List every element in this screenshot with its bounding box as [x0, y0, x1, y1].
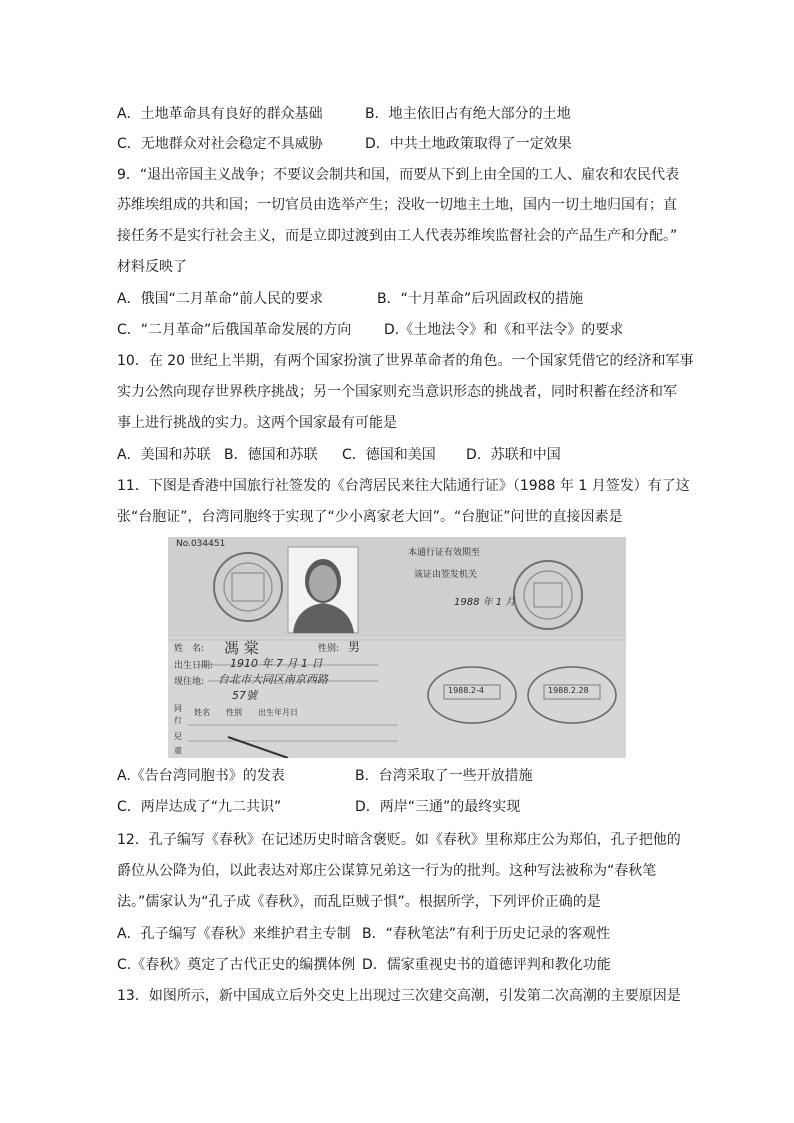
q10-stem-line2: 实力公然向现存世界秩序挑战；另一个国家则充当意识形态的挑战者，同时积蓄在经济和军: [117, 384, 677, 400]
q11-stem-line2: 张“台胞证”，台湾同胞终于实现了“少小离家老大回”。“台胞证”问世的直接因素是: [117, 509, 623, 525]
q8-option-c: C．无地群众对社会稳定不具威胁: [117, 136, 323, 152]
address-label: 现住地:: [174, 677, 205, 687]
q9-option-c: C．“二月革命”后俄国革命发展的方向: [117, 322, 352, 338]
q9-stem-line3: 接任务不是实行社会主义，而是立即过渡到由工人代表苏维埃监督社会的产品生产和分配。”: [117, 228, 678, 244]
q11-option-b: B．台湾采取了一些开放措施: [355, 768, 533, 784]
q11-option-d: D．两岸“三通”的最终实现: [355, 799, 521, 815]
address-value-line2: 57號: [232, 689, 257, 702]
permit-serial: No.034451: [176, 539, 226, 549]
q10-stem-line1: 10．在 20 世纪上半期，有两个国家扮演了世界革命者的角色。一个国家凭借它的经济和军事: [117, 353, 694, 369]
companion-table-header: 姓名 性别 出生年月日: [194, 708, 298, 717]
companion-row-3: 兒: [174, 732, 182, 741]
q11-option-c: C．两岸达成了“九二共识”: [117, 799, 282, 815]
stamp-date-exit: 1988.2.28: [548, 686, 589, 695]
name-label: 姓 名:: [174, 644, 205, 654]
birth-value: 1910 年 7 月 1 日: [230, 657, 323, 670]
q13-stem-line1: 13．如图所示，新中国成立后外交史上出现过三次建交高潮，引发第二次高潮的主要原因是: [117, 988, 681, 1004]
q9-option-d: D.《土地法令》和《和平法令》的要求: [384, 322, 624, 338]
q11-stem-line1: 11．下图是香港中国旅行社签发的《台湾居民来往大陆通行证》（1988 年 1 月签发）有了这: [117, 478, 690, 494]
companion-row-2: 行: [174, 716, 182, 725]
q10-option-a: A．美国和苏联: [117, 447, 211, 463]
q12-option-d: D．儒家重视史书的道德评判和教化功能: [362, 957, 611, 973]
travel-permit-photo: [168, 537, 626, 758]
q10-option-d: D．苏联和中国: [466, 447, 561, 463]
sex-value: 男: [348, 640, 361, 654]
q12-option-c: C.《春秋》奠定了古代正史的编撰体例: [117, 957, 356, 973]
address-value: 台北市大同区南京西路: [218, 673, 328, 686]
name-value: 馮 棠: [224, 639, 259, 657]
stamp-date-entry: 1988.2-4: [448, 686, 484, 695]
q9-stem-line1: 9．“退出帝国主义战争；不要议会制共和国，而要从下到上由全国的工人、雇农和农民代表: [117, 167, 680, 183]
q9-option-a: A．俄国“二月革命”前人民的要求: [117, 291, 324, 307]
companion-row-4: 童: [174, 746, 182, 755]
q9-option-b: B．“十月革命”后巩固政权的措施: [377, 291, 584, 307]
q12-stem-line3: 法。”儒家认为“孔子成《春秋》，而乱臣贼子惧”。根据所学，下列评价正确的是: [117, 894, 601, 910]
q10-option-b: B．德国和苏联: [224, 447, 318, 463]
q12-option-b: B．“春秋笔法”有利于历史记录的客观性: [362, 926, 611, 942]
q10-stem-line3: 事上进行挑战的实力。这两个国家最有可能是: [117, 415, 397, 431]
q11-option-a: A.《告台湾同胞书》的发表: [117, 768, 285, 784]
q9-stem-line4: 材料反映了: [117, 259, 187, 275]
q12-option-a: A．孔子编写《春秋》来维护君主专制: [117, 926, 351, 942]
companion-row-1: 同: [174, 704, 182, 713]
permit-issue-date: 1988 年 1 月: [454, 597, 516, 608]
birth-label: 出生日期:: [174, 661, 214, 671]
permit-validity-label: 本通行证有效期至: [408, 548, 481, 558]
q12-stem-line1: 12．孔子编写《春秋》在记述历史时暗含褒贬。如《春秋》里称郑庄公为郑伯，孔子把他的: [117, 832, 681, 848]
q10-option-c: C．德国和美国: [342, 447, 436, 463]
q12-stem-line2: 爵位从公降为伯，以此表达对郑庄公谋算兄弟这一行为的批判。这种写法被称为“春秋笔: [117, 863, 657, 879]
q8-option-a: A．土地革命具有良好的群众基础: [117, 106, 323, 122]
sex-label: 性别:: [318, 644, 340, 654]
q8-option-d: D．中共土地政策取得了一定效果: [365, 136, 572, 152]
q8-option-b: B．地主依旧占有绝大部分的土地: [365, 106, 571, 122]
q9-stem-line2: 苏维埃组成的共和国；一切官员由选举产生；没收一切地主土地，国内一切土地归国有；直: [117, 197, 677, 213]
permit-issuer-label: 该证由签发机关: [414, 570, 478, 580]
